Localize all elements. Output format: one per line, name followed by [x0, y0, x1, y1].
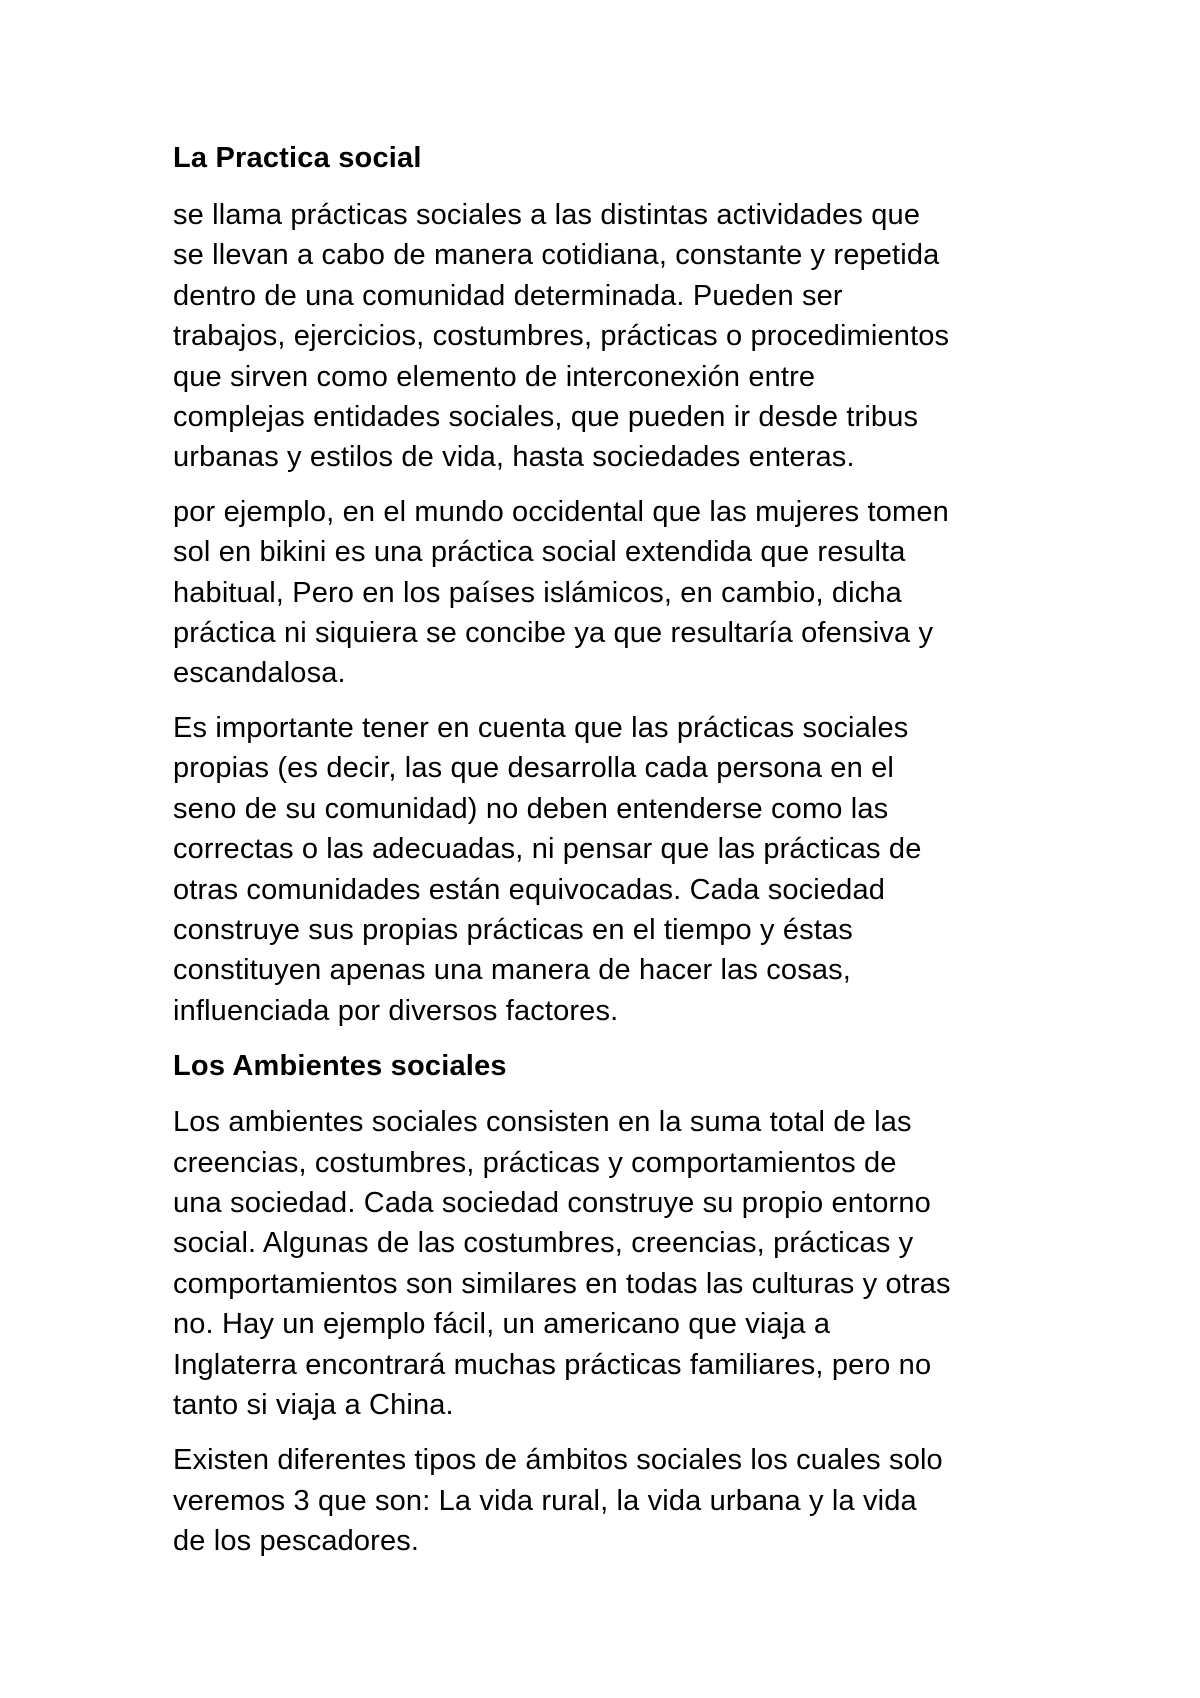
text-line: correctas o las adecuadas, ni pensar que las prácticas de [173, 833, 922, 866]
text-line: propias (es decir, las que desarrolla cada persona en el [173, 752, 894, 785]
text-line: Es importante tener en cuenta que las prácticas sociales [173, 711, 909, 744]
paragraph-ambientes [173, 1102, 1053, 1425]
text-line: se llevan a cabo de manera cotidiana, constante y repetida [173, 239, 940, 272]
paragraph-definition [173, 195, 1053, 478]
paragraph-example [173, 492, 1053, 694]
text-line: no. Hay un ejemplo fácil, un americano que viaja a [173, 1308, 831, 1341]
text-line: constituyen apenas una manera de hacer las cosas, [173, 954, 851, 987]
text-line: Inglaterra encontrará muchas prácticas familiares, pero no [173, 1348, 932, 1381]
text-line: dentro de una comunidad determinada. Pueden ser [173, 279, 843, 312]
text-line: complejas entidades sociales, que pueden ir desde tribus [173, 401, 919, 434]
text-line: una sociedad. Cada sociedad construye su propio entorno [173, 1186, 931, 1219]
section-title-practica-social: La Practica social [173, 142, 422, 174]
text-line: influenciada por diversos factores. [173, 994, 619, 1027]
text-line: Existen diferentes tipos de ámbitos sociales los cuales solo [173, 1444, 943, 1477]
text-line: urbanas y estilos de vida, hasta sociedades enteras. [173, 441, 855, 474]
text-line: sol en bikini es una práctica social extendida que resulta [173, 536, 906, 569]
text-line: que sirven como elemento de interconexión entre [173, 360, 816, 393]
text-line: creencias, costumbres, prácticas y comportamientos de [173, 1146, 897, 1179]
text-line: habitual, Pero en los países islámicos, en cambio, dicha [173, 576, 902, 609]
text-line: comportamientos son similares en todas las culturas y otras [173, 1267, 951, 1300]
text-line: Los ambientes sociales consisten en la suma total de las [173, 1106, 912, 1139]
text-line: trabajos, ejercicios, costumbres, prácticas o procedimientos [173, 320, 950, 353]
text-line: construye sus propias prácticas en el tiempo y éstas [173, 913, 853, 946]
document-page [173, 138, 1053, 1562]
text-line: veremos 3 que son: La vida rural, la vida urbana y la vida [173, 1484, 917, 1517]
text-line: por ejemplo, en el mundo occidental que las mujeres tomen [173, 495, 949, 528]
text-line: seno de su comunidad) no deben entenderse como las [173, 792, 889, 825]
text-line: otras comunidades están equivocadas. Cada sociedad [173, 873, 886, 906]
paragraph-tipos [173, 1440, 1053, 1561]
text-line: tanto si viaja a China. [173, 1388, 454, 1421]
text-line: social. Algunas de las costumbres, creencias, prácticas y [173, 1227, 914, 1260]
text-line: práctica ni siquiera se concibe ya que resultaría ofensiva y [173, 617, 934, 650]
paragraph-importance [173, 708, 1053, 1031]
text-line: se llama prácticas sociales a las distintas actividades que [173, 199, 921, 231]
text-line: de los pescadores. [173, 1525, 420, 1558]
section-title-ambientes-sociales: Los Ambientes sociales [173, 1050, 507, 1083]
text-line: escandalosa. [173, 657, 346, 690]
